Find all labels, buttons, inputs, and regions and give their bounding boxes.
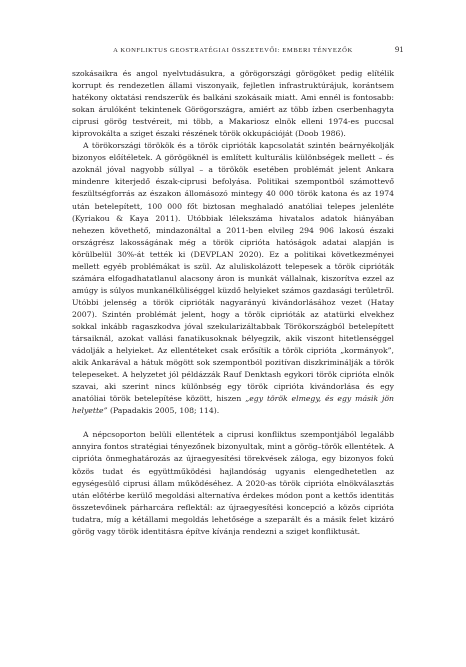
paragraph	[72, 140, 394, 417]
page-number: 91	[395, 44, 404, 54]
paragraph: A népcsoporton belüli ellentétek a ciprusi konfliktus szempontjából legalább annyira fontos stratégiai tényezőnek bizonyultak, mint a görög–török ellentétek. A ciprióta önmeghatározás az újraegyesítési törekvések záloga, egy bizonyos fokú közös tudat és együttműködési hajlandóság ugyanis elengedhetetlen az egységesülő ciprusi állam működéséhez. A 2020-as török ciprióta elnökválasztás után előtérbe kerülő megoldási alternatíva érdekes módon pont a kettős identitás összetevőinek párharcára reflektál: az újraegyesítési koncepció a közös ciprióta tudatra, míg a kétállami megoldás lehetősége a szeparált és a másik felet kizáró görög vagy török identitásra építve kívánja rendezni a sziget konfliktusát.	[72, 430, 394, 536]
section-gap	[72, 417, 394, 429]
citation: (Papadakis 2005, 108; 114).	[107, 406, 220, 416]
quote: „egy török elmegy, és egy másik jön helyette”	[72, 394, 394, 416]
paragraph: szokásaikra és angol nyelvtudásukra, a görögországi görögöket pedig elítélik korrupt és rendezetlen állami viszonyaik, fejletlen infrastruktúrájuk, korántsem hatékony oktatási rendszerük és balkáni szokásaik miatt. Ami ennél is fontosabb: sokan árulóként tekintenek Görögországra, amiért az több ízben cserbenhagyta ciprusi görög testvéreit, mi több, a Makariosz elnök elleni 1974-es puccsal kiprovokálta a sziget északi részének török okkupációját (Doob 1986).	[72, 69, 394, 139]
body-text	[72, 68, 394, 538]
paragraph-text: A törökországi törökök és a török ciprióták kapcsolatát szintén beárnyékolják bizonyos előítéletek. A görögöknél is említett kulturális különbségek mellett – és azoknál jóval nagyobb súllyal – a törökök esetében problémát jelent Ankara mindenre kiterjedő észak-ciprusi befolyása. Politikai szempontból számottevő feszültségforrás az északon állomásozó mintegy 40 000 török katona és az 1974 után betelepített, 100 000 főt biztosan meghaladó anatóliai telepes jelenléte (Kyriakou & Kaya 2011). Utóbbiak lélekszáma hivatalos adatok hiányában nehezen követhető, mindazonáltal a 2011-ben elvileg 294 906 lakosú északi országrész lakosságának még a török ciprióta hatóságok adatai alapján is körülbelül 30%-át tették ki (DEVPLAN 2020). Ez a politikai következményei mellett egyéb problémákat is szül. Az aluliskolázott telepesek a török ciprióták számára elfogadhatatlanul alacsony áron is munkát vállalnak, kiszorítva ezzel az amúgy is súlyos munkanélküliséggel küzdő helyieket számos gazdasági területről. Utóbbi jelenség a török ciprióták nagyarányú kivándorlásához vezet (Hatay 2007). Szintén problémát jelent, hogy a török ciprióták az atatürki elvekhez sokkal inkább ragaszkodva jóval szekularizáltabbak Törökországból betelepített társaiknál, azokat vallási fanatikusoknak bélyegzik, akik viszont hitetlenséggel vádolják a helyieket. Az ellentéteket csak erősítik a török ciprióta „kormányok”, akik Ankarával a hátuk mögött sok szempontból pozitívan diszkriminálják a török telepeseket. A helyzetet jól példázzák Rauf Denktash egykori török ciprióta elnök szavai, aki szerint nincs különbség egy török ciprióta kivándorlása és egy anatóliai török betelepítése között, hiszen	[72, 141, 394, 404]
running-head: A KONFLIKTUS GEOSTRATÉGIAI ÖSSZETEVŐI: EMBERI TÉNYEZŐK	[113, 47, 353, 54]
